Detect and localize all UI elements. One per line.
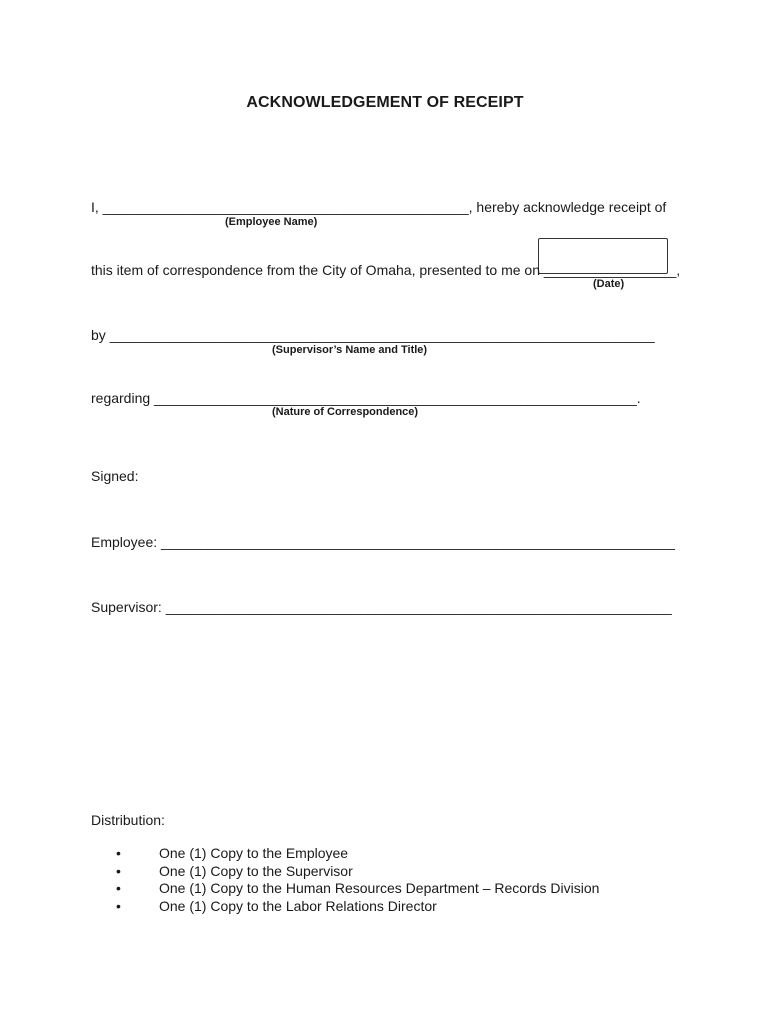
list-item [116, 862, 599, 881]
employee-name-field[interactable]: _______________________________________________ [102, 199, 469, 215]
line2-text: this item of correspondence from the City of Omaha, presented to me on [91, 262, 540, 278]
date-caption: (Date) [593, 278, 625, 290]
employee-signature-field[interactable]: __________________________________________________________________ [161, 534, 675, 550]
supervisor-caption: (Supervisor’s Name and Title) [272, 344, 428, 356]
distribution-label: Distribution: [91, 812, 165, 828]
distribution-list [116, 845, 600, 915]
employee-name-line [91, 199, 666, 215]
bullet-icon: • [116, 862, 121, 879]
supervisor-name-field[interactable]: ______________________________________________________________________ [109, 327, 655, 343]
supervisor-sig-label: Supervisor: [91, 599, 162, 615]
distribution-item-text: One (1) Copy to the Supervisor [159, 862, 353, 879]
bullet-icon: • [116, 845, 121, 861]
correspondence-line [91, 262, 680, 278]
employee-sig-label: Employee: [91, 534, 158, 550]
employee-name-caption: (Employee Name) [225, 216, 318, 228]
line3-prefix: by [91, 327, 106, 343]
employee-signature-line [91, 534, 675, 550]
list-item [116, 845, 599, 863]
signed-label: Signed: [91, 468, 139, 484]
bullet-icon: • [116, 880, 121, 896]
line1-prefix: I, [91, 199, 99, 215]
document-title: ACKNOWLEDGEMENT OF RECEIPT [246, 94, 524, 111]
nature-caption: (Nature of Correspondence) [272, 406, 419, 418]
line4-suffix: . [636, 390, 641, 406]
line1-suffix: , hereby acknowledge receipt of [468, 199, 667, 215]
distribution-item-text: One (1) Copy to the Employee [159, 845, 349, 861]
supervisor-signature-field[interactable]: _________________________________________________________________ [165, 599, 672, 615]
line4-prefix: regarding [91, 390, 151, 406]
list-item [116, 897, 599, 916]
supervisor-signature-line [91, 599, 672, 615]
bullet-icon: • [116, 897, 121, 914]
supervisor-line [91, 327, 655, 343]
regarding-line [91, 390, 641, 406]
nature-field[interactable]: ______________________________________________________________ [154, 390, 637, 406]
list-item [116, 880, 600, 898]
date-field[interactable]: _________________ [543, 262, 677, 278]
distribution-item-text: One (1) Copy to the Human Resources Department – Records Division [159, 880, 600, 896]
line2-suffix: , [676, 262, 681, 278]
distribution-item-text: One (1) Copy to the Labor Relations Director [159, 897, 437, 914]
